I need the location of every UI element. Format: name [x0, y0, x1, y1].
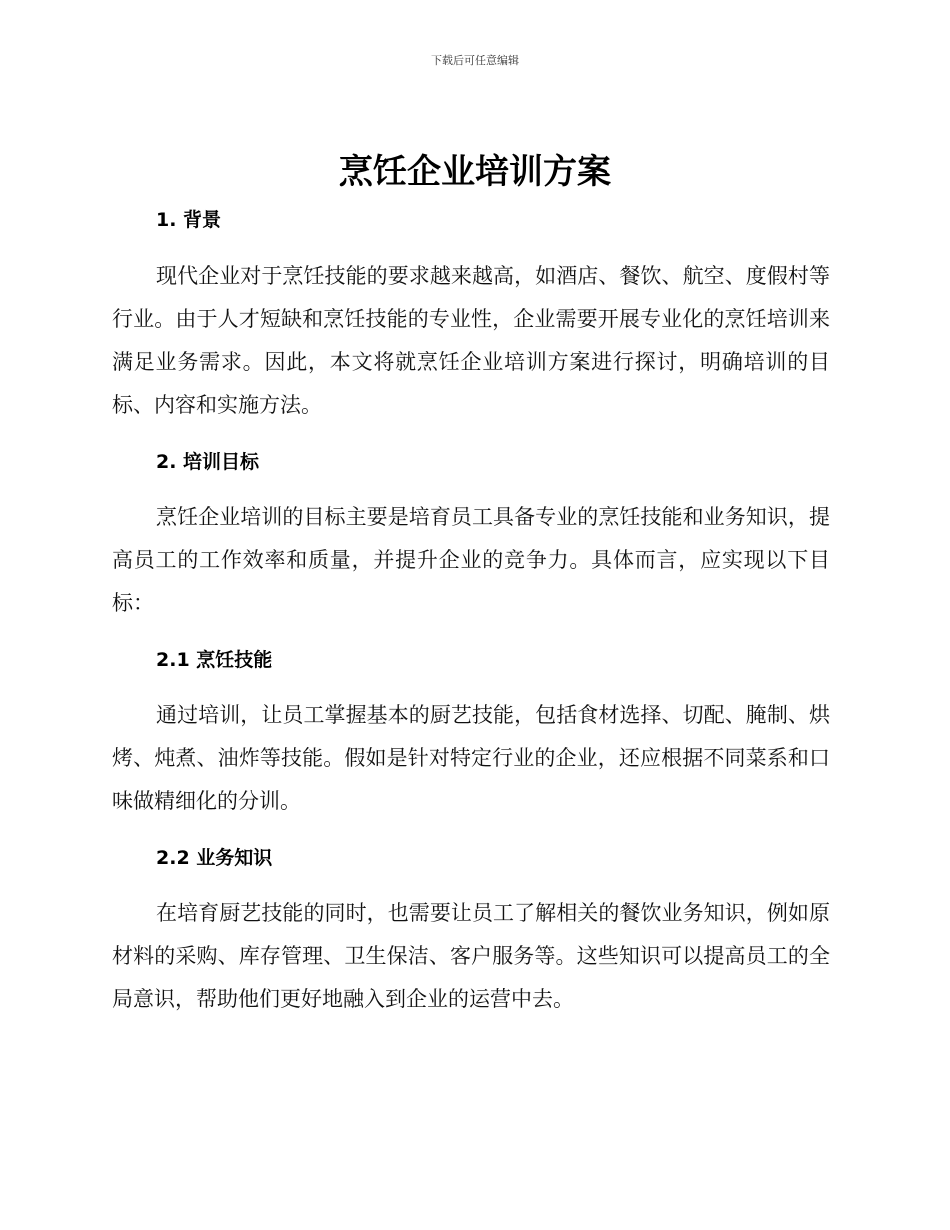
- section-paragraph-business-knowledge: 在培育厨艺技能的同时，也需要让员工了解相关的餐饮业务知识，例如原材料的采购、库存管理、卫生保洁、客户服务等。这些知识可以提高员工的全局意识，帮助他们更好地融入到企业的运营中去。: [112, 901, 830, 1011]
- document-title: 烹饪企业培训方案: [339, 152, 611, 192]
- section-paragraph-background: 现代企业对于烹饪技能的要求越来越高，如酒店、餐饮、航空、度假村等行业。由于人才短缺和烹饪技能的专业性，企业需要开展专业化的烹饪培训来满足业务需求。因此，本文将就烹饪企业培训方案进行探讨，明确培训的目标、内容和实施方法。: [112, 264, 830, 417]
- page-header-note: 下载后可任意编辑: [431, 54, 519, 67]
- section-heading-training-goals: 2. 培训目标: [156, 451, 260, 473]
- section-heading-background: 1. 背景: [156, 209, 222, 231]
- section-paragraph-training-goals: 烹饪企业培训的目标主要是培育员工具备专业的烹饪技能和业务知识，提高员工的工作效率和质量，并提升企业的竞争力。具体而言，应实现以下目标：: [112, 505, 830, 615]
- section-heading-cooking-skills: 2.1 烹饪技能: [156, 649, 273, 671]
- document-body: [112, 202, 830, 1021]
- section-paragraph-cooking-skills: 通过培训，让员工掌握基本的厨艺技能，包括食材选择、切配、腌制、烘烤、炖煮、油炸等技能。假如是针对特定行业的企业，还应根据不同菜系和口味做精细化的分训。: [112, 703, 830, 813]
- section-heading-business-knowledge: 2.2 业务知识: [156, 847, 273, 869]
